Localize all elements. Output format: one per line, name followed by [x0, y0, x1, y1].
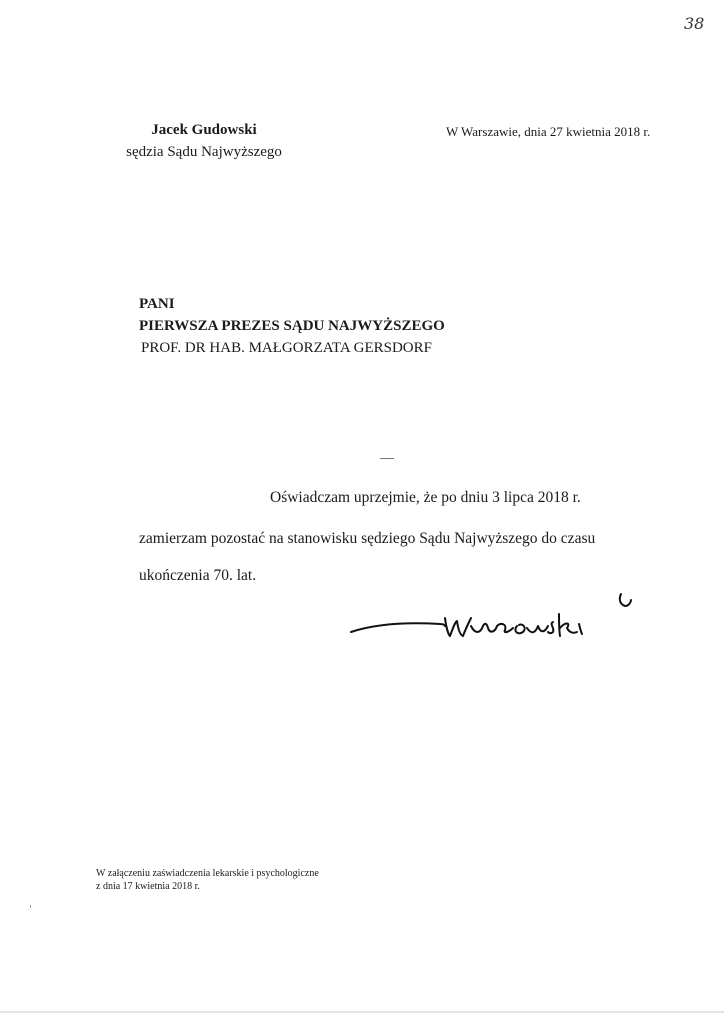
attachment-note-line-2: z dnia 17 kwietnia 2018 r.	[96, 881, 200, 892]
sender-name: Jacek Gudowski	[151, 122, 257, 138]
sender-title: sędzia Sądu Najwyższego	[126, 144, 282, 160]
scan-mark	[380, 458, 394, 459]
handwritten-signature	[345, 588, 645, 652]
sender-block	[104, 119, 304, 163]
body-line-3: ukończenia 70. lat.	[139, 567, 257, 584]
body-line-1: Oświadczam uprzejmie, że po dniu 3 lipca 2018 r.	[270, 489, 581, 506]
page-number: 38	[684, 14, 705, 33]
addressee-position: PIERWSZA PREZES SĄDU NAJWYŻSZEGO	[139, 318, 445, 334]
attachment-note-line-1: W załączeniu zaświadczenia lekarskie i psychologiczne	[96, 868, 319, 879]
addressee-name: PROF. DR HAB. MAŁGORZATA GERSDORF	[141, 340, 432, 356]
scan-mark-left	[30, 905, 31, 908]
date-line: W Warszawie, dnia 27 kwietnia 2018 r.	[446, 124, 651, 139]
body-line-2: zamierzam pozostać na stanowisku sędziego Sądu Najwyższego do czasu	[139, 530, 596, 547]
addressee-block	[139, 293, 445, 359]
addressee-salutation: PANI	[139, 296, 175, 312]
attachment-note	[96, 867, 319, 893]
scan-bottom-edge	[0, 1011, 724, 1013]
